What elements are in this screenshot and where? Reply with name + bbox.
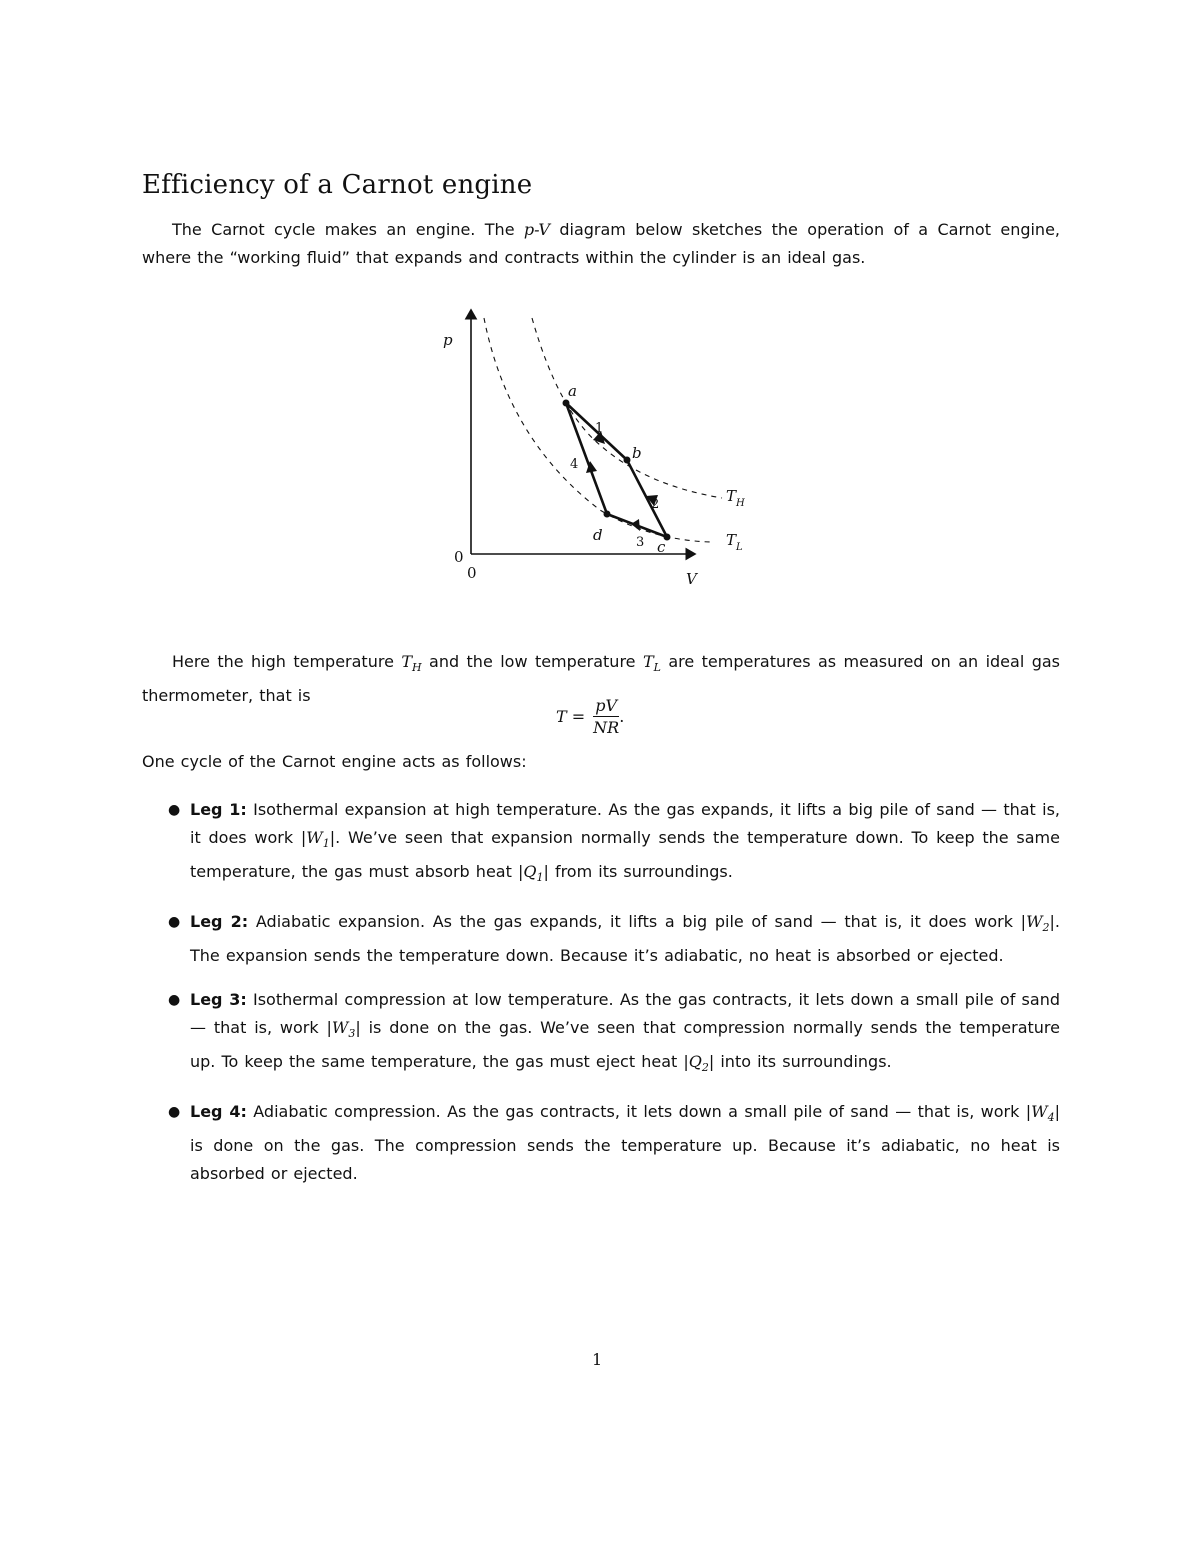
equation-numerator: pV [595, 696, 618, 715]
legs-list [142, 796, 1060, 1204]
pv-diagram [410, 300, 770, 600]
intro-paragraph: The Carnot cycle makes an engine. The p-V diagram below sketches the operation of a Carnot engine, where the “working fluid” that expands and contracts within the cylinder is an ideal gas. [142, 220, 1061, 267]
label-c: c [657, 538, 666, 556]
label-a: a [568, 382, 577, 400]
isotherm-th [532, 318, 722, 498]
list-item-leg-4: ● Leg 4: Adiabatic compression. As the gas contracts, it lets down a small pile of sand — that is, work $|W_4|$ is done on the gas. The compression sends the temperature up. Because it’s adiabatic, no heat is absorbed or ejected. [168, 1102, 1060, 1183]
label-leg-4: 4 [570, 457, 579, 472]
point-b [624, 457, 631, 464]
arrow-leg-3 [631, 519, 640, 531]
list-item-leg-2: ● Leg 2: Adiabatic expansion. As the gas expands, it lifts a big pile of sand — that is, it does work $|W_2|$. The expansion sends the temperature down. Because it’s adiabatic, no heat is absorbed or ejected. [168, 912, 1060, 965]
list-item-leg-1: ● Leg 1: Isothermal expansion at high temperature. As the gas expands, it lifts a big pile of sand — that is, it does work $|W_1|$. We’ve seen that expansion normally sends the temperature down. To keep the same temperature, the gas must absorb heat $|Q_1|$ from its surroundings. [168, 800, 1060, 884]
label-d: d [593, 526, 603, 544]
origin-y-label: 0 [454, 548, 464, 566]
origin-x-label: 0 [467, 564, 477, 582]
label-leg-2: 2 [651, 497, 660, 512]
v-axis-label: V [686, 570, 697, 588]
label-b: b [632, 444, 642, 462]
label-th: $T_H$ [726, 487, 745, 509]
p-axis-label: p [443, 331, 453, 349]
cycle-intro: One cycle of the Carnot engine acts as follows: [142, 752, 527, 771]
label-tl: $T_L$ [726, 531, 743, 553]
label-leg-1: 1 [595, 421, 604, 436]
list-item-leg-3: ● Leg 3: Isothermal compression at low temperature. As the gas contracts, it lets down a small pile of sand — that is, work $|W_3|$ is done on the gas. We’ve seen that compression normally sends the temperature up. To keep the same temperature, the gas must eject heat $|Q_2|$ into its surroundings. [168, 990, 1061, 1074]
equation-denominator: NR [593, 718, 620, 737]
ideal-gas-equation [556, 696, 624, 737]
label-leg-3: 3 [636, 535, 645, 550]
page-number: 1 [592, 1350, 603, 1369]
point-a [563, 400, 570, 407]
temperature-paragraph: Here the high temperature $T_H$ and the low temperature $T_L$ are temperatures as measured on an ideal gas thermometer, that is [142, 652, 1060, 705]
equation-fraction [593, 696, 619, 737]
point-d [604, 511, 611, 518]
equation-period: . [619, 707, 625, 726]
equation-lhs: T = [556, 707, 586, 726]
page-title: Efficiency of a Carnot engine [142, 170, 533, 200]
cycle-path [566, 403, 667, 537]
